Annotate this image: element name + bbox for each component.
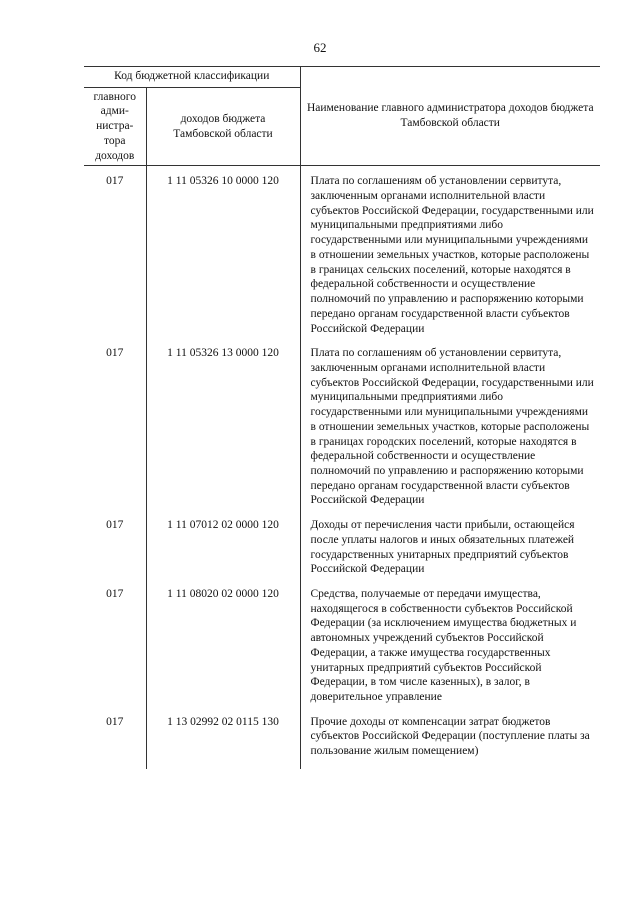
admin-code-cell: 017 — [84, 166, 146, 346]
table-row — [84, 166, 600, 346]
revenue-name-cell: Плата по соглашениям об установлении сервитута, заключенным органами исполнительной власти субъектов Российской Федерации, государственными или муниципальными предприятиями либо государственными или муниципальными учреждениями в отношении земельных участков, которые расположены в границах сельских поселений, которые находятся в федеральной собственности и осуществление полномочий по управлению и распоряжению которыми передано органам государственной власти субъектов Российской Федерации — [310, 175, 594, 335]
budget-code-table — [84, 66, 600, 769]
revenue-code-cell: 1 13 02992 02 0115 130 — [146, 715, 300, 769]
header-revenue-code: доходов бюджета Тамбовской области — [146, 87, 300, 166]
revenue-name-cell: Средства, получаемые от передачи имущества, находящегося в собственности субъектов Российской Федерации (за исключением имущества бюджетных и автономных учреждений субъектов Российской Федерации, а также имущества государственных унитарных предприятий субъектов Российской Федерации, в том числе казенных), в залог, в доверительное управление — [310, 588, 577, 704]
revenue-code-cell: 1 11 07012 02 0000 120 — [146, 518, 300, 587]
revenue-code-cell: 1 11 05326 10 0000 120 — [146, 166, 300, 346]
revenue-code-cell: 1 11 05326 13 0000 120 — [146, 346, 300, 518]
revenue-code-cell: 1 11 08020 02 0000 120 — [146, 587, 300, 715]
revenue-name-cell: Прочие доходы от компенсации затрат бюджетов субъектов Российской Федерации (поступление платы за пользование жилым помещением) — [310, 715, 590, 758]
admin-code-cell: 017 — [84, 587, 146, 715]
admin-code-cell: 017 — [84, 715, 146, 769]
table-row — [84, 518, 600, 587]
table-top-rule — [84, 66, 600, 67]
header-chief-admin: главного адми-нистра-тора доходов — [84, 87, 146, 166]
table-row — [84, 587, 600, 715]
header-budget-classification-code: Код бюджетной классификации — [84, 66, 300, 87]
revenue-name-cell: Плата по соглашениям об установлении сервитута, заключенным органами исполнительной власти субъектов Российской Федерации, государственными или муниципальными предприятиями либо государственными или муниципальными учреждениями в отношении земельных участков, которые расположены в границах городских поселений, которые находятся в федеральной собственности и осуществление полномочий по управлению и распоряжению которыми передано органам государственной власти субъектов Российской Федерации — [310, 347, 594, 507]
admin-code-cell: 017 — [84, 518, 146, 587]
table-row — [84, 715, 600, 769]
admin-code-cell: 017 — [84, 346, 146, 518]
header-admin-name: Наименование главного администратора доходов бюджета Тамбовской области — [300, 66, 600, 166]
table-row — [84, 346, 600, 518]
revenue-name-cell: Доходы от перечисления части прибыли, остающейся после уплаты налогов и иных обязательных платежей государственных унитарных предприятий субъектов Российской Федерации — [310, 519, 575, 576]
page-number: 62 — [313, 40, 327, 55]
